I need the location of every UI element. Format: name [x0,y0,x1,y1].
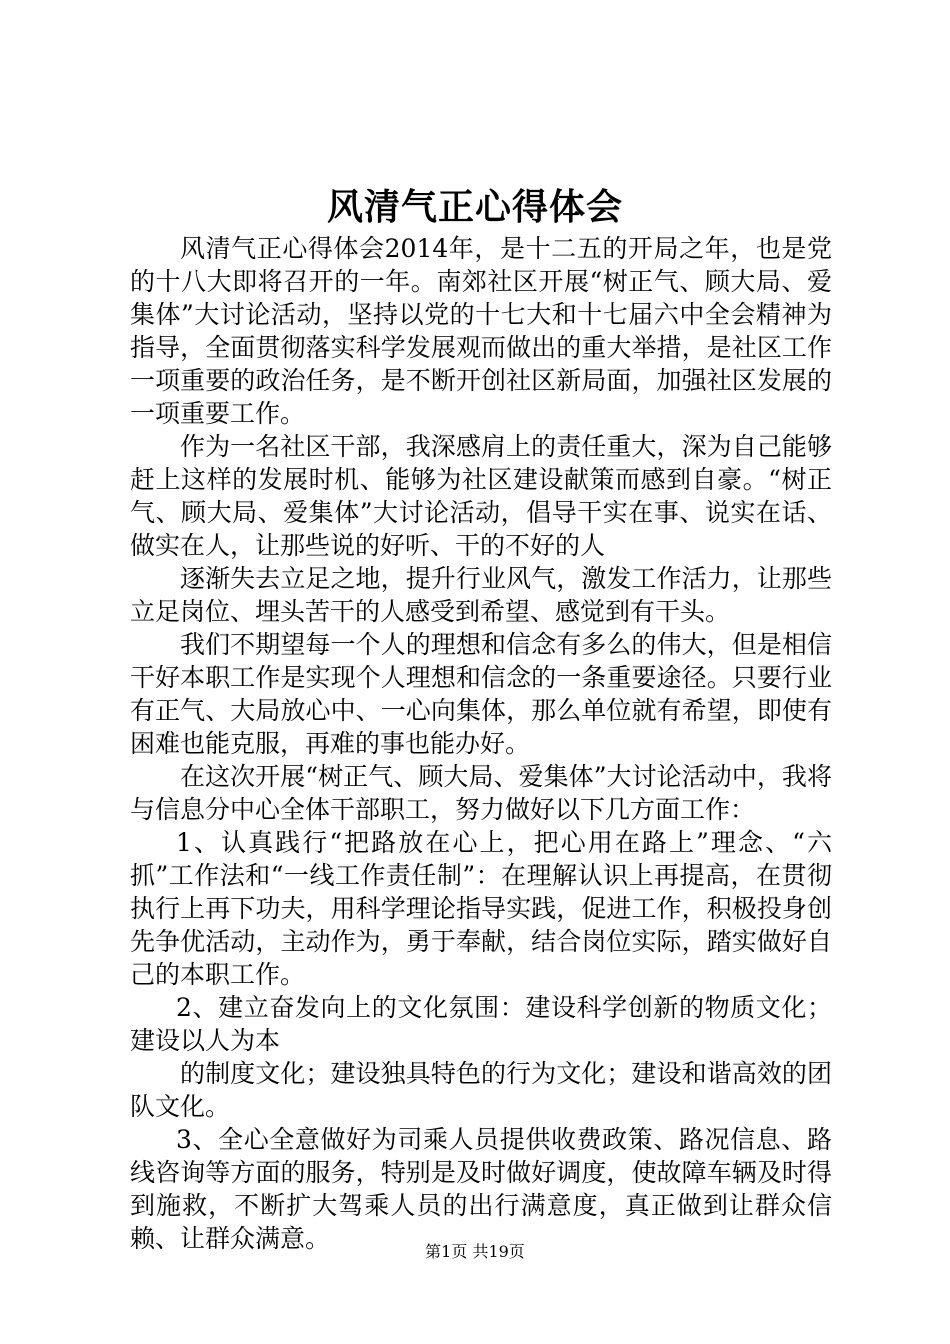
paragraph: 风清气正心得体会2014年，是十二五的开局之年，也是党的十八大即将召开的一年。南郊社区开展“树正气、顾大局、爱集体”大讨论活动，坚持以党的十七大和十七届六中全会精神为指导，全面贯彻落实科学发展观而做出的重大举措，是社区工作一项重要的政治任务，是不断开创社区新局面，加强社区发展的一项重要工作。 [130,234,832,428]
paragraph: 的制度文化；建设独具特色的行为文化；建设和谐高效的团队文化。 [130,1059,832,1121]
list-item: 3、全心全意做好为司乘人员提供收费政策、路况信息、路线咨询等方面的服务，特别是及时做好调度，使故障车辆及时得到施救，不断扩大驾乘人员的出行满意度，真正做到让群众信赖、让群众满意。 [130,1125,832,1253]
document-body [130,232,832,1255]
list-item: 1、认真践行“把路放在心上，把心用在路上”理念、“六抓”工作法和“一线工作责任制”：在理解认识上再提高，在贯彻执行上再下功夫，用科学理论指导实践，促进工作，积极投身创先争优活动，主动作为，勇于奉献，结合岗位实际，踏实做好自己的本职工作。 [130,828,832,989]
page-footer: 第1页 共19页 [425,1242,525,1261]
paragraph: 我们不期望每一个人的理想和信念有多么的伟大，但是相信干好本职工作是实现个人理想和信念的一条重要途径。只要行业有正气、大局放心中、一心向集体，那么单位就有希望，即使有困难也能克服，再难的事也能办好。 [130,630,832,758]
paragraph: 在这次开展“树正气、顾大局、爱集体”大讨论活动中，我将与信息分中心全体干部职工，努力做好以下几方面工作： [130,762,832,824]
paragraph: 作为一名社区干部，我深感肩上的责任重大，深为自己能够赶上这样的发展时机、能够为社区建设献策而感到自豪。“树正气、顾大局、爱集体”大讨论活动，倡导干实在事、说实在话、做实在人，让那些说的好听、干的不好的人 [130,432,832,560]
list-item: 2、建立奋发向上的文化氛围：建设科学创新的物质文化；建设以人为本 [130,993,832,1055]
paragraph: 逐渐失去立足之地，提升行业风气，激发工作活力，让那些立足岗位、埋头苦干的人感受到希望、感觉到有干头。 [130,564,832,626]
document-title: 风清气正心得体会 [326,186,623,228]
